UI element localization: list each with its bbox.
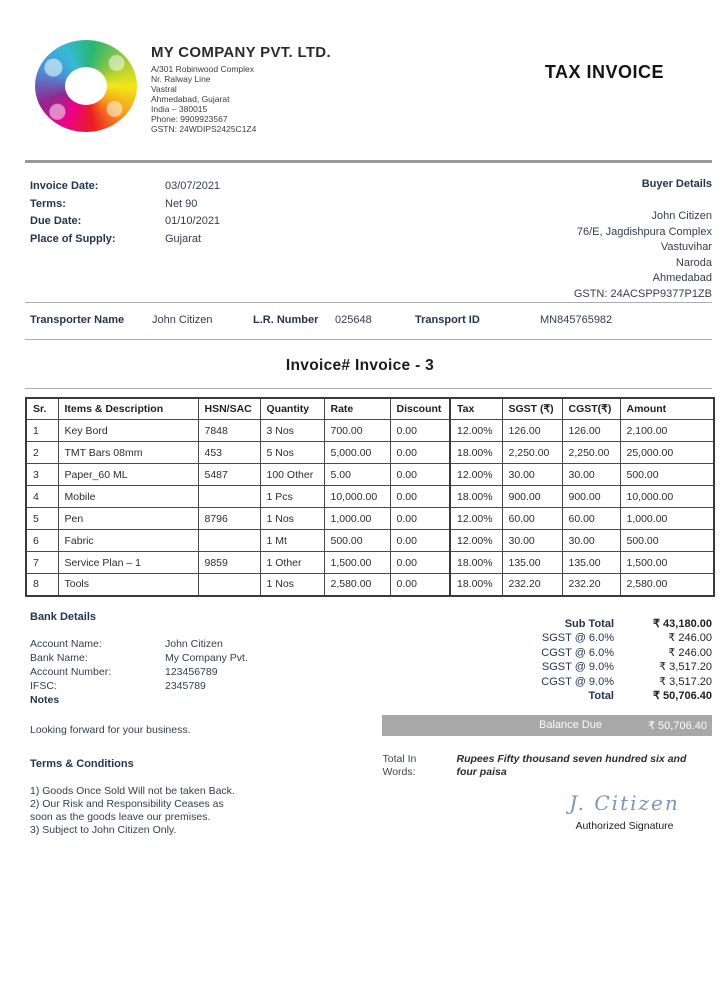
table-row xyxy=(26,420,714,442)
company-address xyxy=(151,64,331,134)
cell-amount: 25,000.00 xyxy=(620,442,714,464)
cell-sr: 8 xyxy=(26,574,58,596)
header xyxy=(0,0,720,134)
cell-discount: 0.00 xyxy=(390,420,450,442)
total-label: Sub Total xyxy=(564,617,614,630)
cell-amount: 1,000.00 xyxy=(620,508,714,530)
terms-item: 1) Goods Once Sold Will not be taken Back. xyxy=(30,784,235,797)
bank-details xyxy=(30,637,382,693)
transport-id-label: Transport ID xyxy=(415,314,480,326)
cell-quantity: 1 Nos xyxy=(260,508,324,530)
cell-sgst: 30.00 xyxy=(502,530,562,552)
company-address-line: GSTN: 24WDIPS2425C1Z4 xyxy=(151,124,257,134)
divider xyxy=(25,339,712,340)
cell-tax: 18.00% xyxy=(450,574,502,596)
cell-discount: 0.00 xyxy=(390,486,450,508)
bank-value: John Citizen xyxy=(165,637,223,650)
meta-label: Place of Supply: xyxy=(30,232,116,245)
totals-row xyxy=(382,631,712,646)
meta-value: 01/10/2021 xyxy=(165,215,221,227)
cell-tax: 12.00% xyxy=(450,508,502,530)
total-label: Total xyxy=(588,690,614,702)
cell-hsn xyxy=(198,530,260,552)
invoice-meta xyxy=(30,178,375,302)
cell-tax: 12.00% xyxy=(450,530,502,552)
cell-sgst: 135.00 xyxy=(502,552,562,574)
cell-item: Fabric xyxy=(58,530,198,552)
cell-discount: 0.00 xyxy=(390,574,450,596)
cell-item: Service Plan – 1 xyxy=(58,552,198,574)
cell-quantity: 1 Nos xyxy=(260,574,324,596)
cell-sr: 4 xyxy=(26,486,58,508)
cell-amount: 10,000.00 xyxy=(620,486,714,508)
right-column xyxy=(382,611,712,837)
buyer-address xyxy=(375,209,712,302)
cell-hsn xyxy=(198,574,260,596)
column-header: HSN/SAC xyxy=(198,398,260,420)
company-address-line: Ahmedabad, Gujarat xyxy=(151,94,230,104)
cell-cgst: 232.20 xyxy=(562,574,620,596)
cell-quantity: 3 Nos xyxy=(260,420,324,442)
table-row xyxy=(26,530,714,552)
column-header: Tax xyxy=(450,398,502,420)
meta-label: Invoice Date: xyxy=(30,180,99,192)
total-value: ₹ 50,706.40 xyxy=(653,690,712,702)
column-header: Amount xyxy=(620,398,714,420)
document-title: TAX INVOICE xyxy=(544,62,664,82)
left-column xyxy=(30,611,382,837)
cell-tax: 18.00% xyxy=(450,486,502,508)
cell-quantity: 1 Other xyxy=(260,552,324,574)
cell-discount: 0.00 xyxy=(390,552,450,574)
buyer-address-line: GSTN: 24ACSPP9377P1ZB xyxy=(573,287,712,300)
totals-row xyxy=(382,660,712,675)
terms-heading: Terms & Conditions xyxy=(30,757,134,770)
cell-rate: 700.00 xyxy=(324,420,390,442)
buyer-address-line: Naroda xyxy=(675,256,712,269)
balance-due-bar xyxy=(382,715,712,736)
table-row xyxy=(26,552,714,574)
invoice-meta-section xyxy=(0,163,720,302)
cell-sgst: 30.00 xyxy=(502,464,562,486)
cell-discount: 0.00 xyxy=(390,442,450,464)
company-block xyxy=(151,38,331,134)
transport-id-value: MN845765982 xyxy=(540,314,613,326)
totals-block xyxy=(382,611,712,704)
signature-script: J. Citizen xyxy=(569,790,680,815)
cell-hsn xyxy=(198,486,260,508)
bank-label: IFSC: xyxy=(30,679,57,692)
cell-rate: 5.00 xyxy=(324,464,390,486)
notes-heading: Notes xyxy=(30,693,60,706)
cell-hsn: 7848 xyxy=(198,420,260,442)
column-header: Items & Description xyxy=(58,398,198,420)
transporter-row xyxy=(0,303,720,339)
cell-amount: 2,100.00 xyxy=(620,420,714,442)
terms-item: 3) Subject to John Citizen Only. xyxy=(30,823,177,836)
company-name: MY COMPANY PVT. LTD. xyxy=(151,44,331,61)
totals-row xyxy=(382,617,712,632)
cell-rate: 10,000.00 xyxy=(324,486,390,508)
cell-rate: 1,000.00 xyxy=(324,508,390,530)
bank-label: Bank Name: xyxy=(30,651,88,664)
total-label: SGST @ 6.0% xyxy=(541,632,614,644)
total-value: ₹ 3,517.20 xyxy=(659,675,712,688)
invoice-meta-row xyxy=(30,213,375,231)
cell-discount: 0.00 xyxy=(390,464,450,486)
cell-cgst: 2,250.00 xyxy=(562,442,620,464)
cell-quantity: 100 Other xyxy=(260,464,324,486)
cell-amount: 500.00 xyxy=(620,530,714,552)
bank-detail-row xyxy=(30,651,382,665)
total-value: ₹ 246.00 xyxy=(668,646,712,659)
buyer-address-line: Vastuvihar xyxy=(660,241,712,253)
cell-quantity: 5 Nos xyxy=(260,442,324,464)
cell-discount: 0.00 xyxy=(390,508,450,530)
notes-text: Looking forward for your business. xyxy=(30,723,191,736)
bank-label: Account Name: xyxy=(30,637,102,650)
buyer-details-heading: Buyer Details xyxy=(641,178,712,190)
authorized-signature-label: Authorized Signature xyxy=(575,819,674,832)
cell-tax: 12.00% xyxy=(450,420,502,442)
buyer-address-line: 76/E, Jagdishpura Complex xyxy=(576,225,712,238)
total-in-words-value: Rupees Fifty thousand seven hundred six and four paisa xyxy=(456,752,687,778)
cell-amount: 500.00 xyxy=(620,464,714,486)
cell-sr: 3 xyxy=(26,464,58,486)
table-row xyxy=(26,508,714,530)
cell-sr: 6 xyxy=(26,530,58,552)
cell-amount: 2,580.00 xyxy=(620,574,714,596)
meta-label: Terms: xyxy=(30,197,66,210)
cell-item: TMT Bars 08mm xyxy=(58,442,198,464)
cell-rate: 5,000.00 xyxy=(324,442,390,464)
swirl-logo-icon xyxy=(35,40,137,132)
column-header: Sr. xyxy=(26,398,58,420)
signature-block xyxy=(537,791,712,832)
total-value: ₹ 43,180.00 xyxy=(653,617,712,630)
cell-sgst: 126.00 xyxy=(502,420,562,442)
cell-hsn: 9859 xyxy=(198,552,260,574)
lr-number-value: 025648 xyxy=(335,314,372,326)
balance-due-value: ₹ 50,706.40 xyxy=(648,719,707,732)
invoice-meta-row xyxy=(30,178,375,196)
cell-tax: 12.00% xyxy=(450,464,502,486)
cell-tax: 18.00% xyxy=(450,442,502,464)
cell-cgst: 60.00 xyxy=(562,508,620,530)
company-address-line: Vastral xyxy=(151,84,177,94)
cell-rate: 2,580.00 xyxy=(324,574,390,596)
cell-sgst: 900.00 xyxy=(502,486,562,508)
buyer-address-line: Ahmedabad xyxy=(652,272,712,284)
meta-value: Net 90 xyxy=(165,197,198,210)
meta-value: 03/07/2021 xyxy=(165,180,221,192)
cell-hsn: 5487 xyxy=(198,464,260,486)
cell-item: Pen xyxy=(58,508,198,530)
transporter-name-value: John Citizen xyxy=(152,314,213,326)
column-header: CGST(₹) xyxy=(562,398,620,420)
cell-item: Key Bord xyxy=(58,420,198,442)
bank-detail-row xyxy=(30,665,382,679)
total-label: SGST @ 9.0% xyxy=(541,661,614,673)
items-table xyxy=(25,397,715,597)
company-address-line: India – 380015 xyxy=(151,104,208,114)
terms-item: 2) Our Risk and Responsibility Ceases as soon as the goods leave our premises. xyxy=(30,797,224,823)
cell-quantity: 1 Mt xyxy=(260,530,324,552)
table-row xyxy=(26,464,714,486)
bank-detail-row xyxy=(30,637,382,651)
cell-rate: 1,500.00 xyxy=(324,552,390,574)
cell-item: Tools xyxy=(58,574,198,596)
total-value: ₹ 3,517.20 xyxy=(659,661,712,673)
bank-value: 2345789 xyxy=(165,679,206,692)
totals-row xyxy=(382,675,712,690)
buyer-address-line: John Citizen xyxy=(651,210,712,222)
cell-tax: 18.00% xyxy=(450,552,502,574)
cell-sgst: 60.00 xyxy=(502,508,562,530)
cell-cgst: 30.00 xyxy=(562,530,620,552)
cell-sr: 5 xyxy=(26,508,58,530)
invoice-meta-row xyxy=(30,231,375,249)
terms-list xyxy=(30,785,248,837)
lr-number-label: L.R. Number xyxy=(253,314,319,326)
column-header: Quantity xyxy=(260,398,324,420)
total-value: ₹ 246.00 xyxy=(668,632,712,644)
table-row xyxy=(26,442,714,464)
table-header-row xyxy=(26,398,714,420)
cell-sgst: 232.20 xyxy=(502,574,562,596)
bank-detail-row xyxy=(30,679,382,693)
cell-rate: 500.00 xyxy=(324,530,390,552)
divider xyxy=(25,388,712,389)
cell-discount: 0.00 xyxy=(390,530,450,552)
total-in-words xyxy=(382,753,712,779)
totals-row xyxy=(382,646,712,661)
cell-item: Mobile xyxy=(58,486,198,508)
cell-quantity: 1 Pcs xyxy=(260,486,324,508)
meta-value: Gujarat xyxy=(165,232,202,245)
cell-cgst: 30.00 xyxy=(562,464,620,486)
transporter-name-label: Transporter Name xyxy=(30,314,125,326)
total-label: CGST @ 6.0% xyxy=(541,646,614,659)
table-row xyxy=(26,574,714,596)
total-in-words-label: Total In Words: xyxy=(382,752,417,778)
company-address-line: Nr. Ralway Line xyxy=(151,74,211,84)
total-label: CGST @ 9.0% xyxy=(541,675,614,688)
footer-section xyxy=(0,597,720,837)
cell-amount: 1,500.00 xyxy=(620,552,714,574)
column-header: SGST (₹) xyxy=(502,398,562,420)
table-row xyxy=(26,486,714,508)
bank-label: Account Number: xyxy=(30,665,112,678)
company-address-line: Phone: 9909923567 xyxy=(151,114,228,124)
cell-hsn: 8796 xyxy=(198,508,260,530)
cell-sr: 1 xyxy=(26,420,58,442)
buyer-details xyxy=(375,178,712,302)
cell-cgst: 900.00 xyxy=(562,486,620,508)
cell-sr: 2 xyxy=(26,442,58,464)
bank-value: 123456789 xyxy=(165,665,218,678)
column-header: Discount xyxy=(390,398,450,420)
cell-item: Paper_60 ML xyxy=(58,464,198,486)
bank-value: My Company Pvt. xyxy=(165,651,248,664)
meta-label: Due Date: xyxy=(30,215,82,227)
cell-cgst: 126.00 xyxy=(562,420,620,442)
cell-sgst: 2,250.00 xyxy=(502,442,562,464)
bank-details-heading: Bank Details xyxy=(30,610,97,623)
column-header: Rate xyxy=(324,398,390,420)
cell-cgst: 135.00 xyxy=(562,552,620,574)
invoice-number-title: Invoice# Invoice - 3 xyxy=(285,356,435,374)
cell-sr: 7 xyxy=(26,552,58,574)
company-logo-icon xyxy=(33,38,141,134)
totals-row xyxy=(382,689,712,704)
cell-hsn: 453 xyxy=(198,442,260,464)
balance-due-label: Balance Due xyxy=(539,719,602,731)
company-address-line: A/301 Robinwood Complex xyxy=(151,64,255,74)
invoice-meta-row xyxy=(30,196,375,214)
